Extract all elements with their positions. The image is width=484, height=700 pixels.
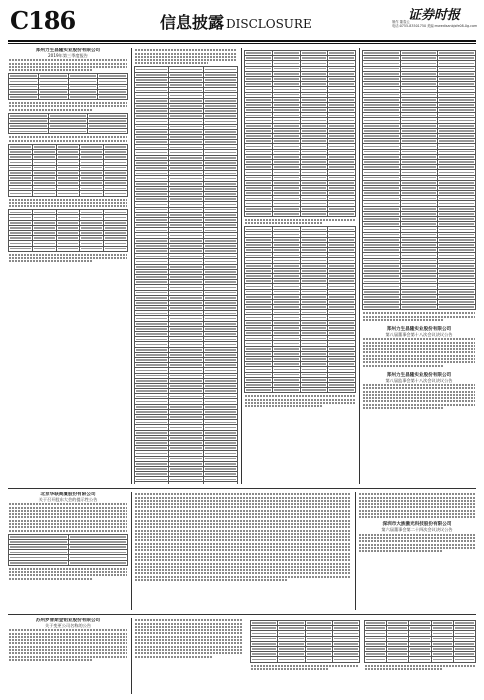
newspaper-logo: 证券时报	[408, 8, 461, 23]
financial-table	[244, 226, 356, 393]
announcement-heading	[8, 48, 128, 58]
middle-left	[8, 492, 128, 610]
announcement-heading	[358, 522, 476, 532]
financial-table	[8, 209, 128, 252]
announcement-title: 第八届董事会第十八次会议决议公告	[385, 331, 453, 337]
company-name: 郑州力生昌隆实业股份有限公司	[35, 48, 101, 53]
financial-table	[362, 50, 476, 310]
header-rule-thin	[8, 43, 476, 44]
company-name: 深圳市大族激光科技股份有限公司	[382, 522, 452, 528]
bottom-center-right	[250, 618, 360, 694]
header-rule	[8, 40, 476, 42]
section-title	[160, 10, 312, 33]
column-4	[362, 48, 476, 484]
header-meta	[392, 20, 478, 28]
bottom-center-left	[134, 618, 244, 694]
column-1	[8, 48, 128, 484]
financial-table	[8, 113, 128, 135]
announcement-title: 2019年第三季度报告	[48, 53, 88, 58]
company-name: 苏州罗普斯金铝业股份有限公司	[35, 618, 101, 623]
section-title-en: DISCLOSURE	[226, 17, 312, 31]
financial-table	[244, 50, 356, 217]
column-2	[134, 48, 238, 484]
bottom-left	[8, 618, 128, 694]
company-name: 北京华联商厦股份有限公司	[40, 492, 96, 497]
contact-line: 电话:0755-83501750 美编:mwedisanbjsfe08-0g.com	[392, 24, 478, 28]
announcement-title: 关于变更公司名称的公告	[44, 623, 92, 628]
middle-right	[358, 492, 476, 610]
financial-table	[250, 620, 360, 663]
shareholder-table	[8, 144, 128, 197]
editor-line: 制作 董春云	[392, 20, 410, 24]
company-name: 郑州力生昌隆实业股份有限公司	[386, 372, 452, 378]
announcement-title: 关于召开股东大会的提示性公告	[38, 497, 98, 502]
company-name: 郑州力生昌隆实业股份有限公司	[386, 326, 452, 332]
announcement-heading	[8, 618, 128, 628]
page-number: C186	[10, 6, 76, 35]
column-3	[244, 48, 356, 484]
financial-table	[364, 620, 476, 663]
meeting-table	[8, 534, 128, 566]
announcement-title: 第六届董事会第二十四次会议决议公告	[381, 527, 453, 533]
announcement-heading	[362, 373, 476, 383]
announcement-heading	[362, 327, 476, 337]
bottom-right	[364, 618, 476, 694]
section-title-cn: 信息披露	[160, 13, 225, 32]
middle-center	[134, 492, 352, 610]
financial-table	[8, 73, 128, 100]
page-header	[0, 0, 484, 44]
announcement-heading	[8, 492, 128, 502]
announcement-title: 第八届监事会第十八次会议决议公告	[385, 377, 453, 383]
financial-table	[134, 66, 238, 484]
